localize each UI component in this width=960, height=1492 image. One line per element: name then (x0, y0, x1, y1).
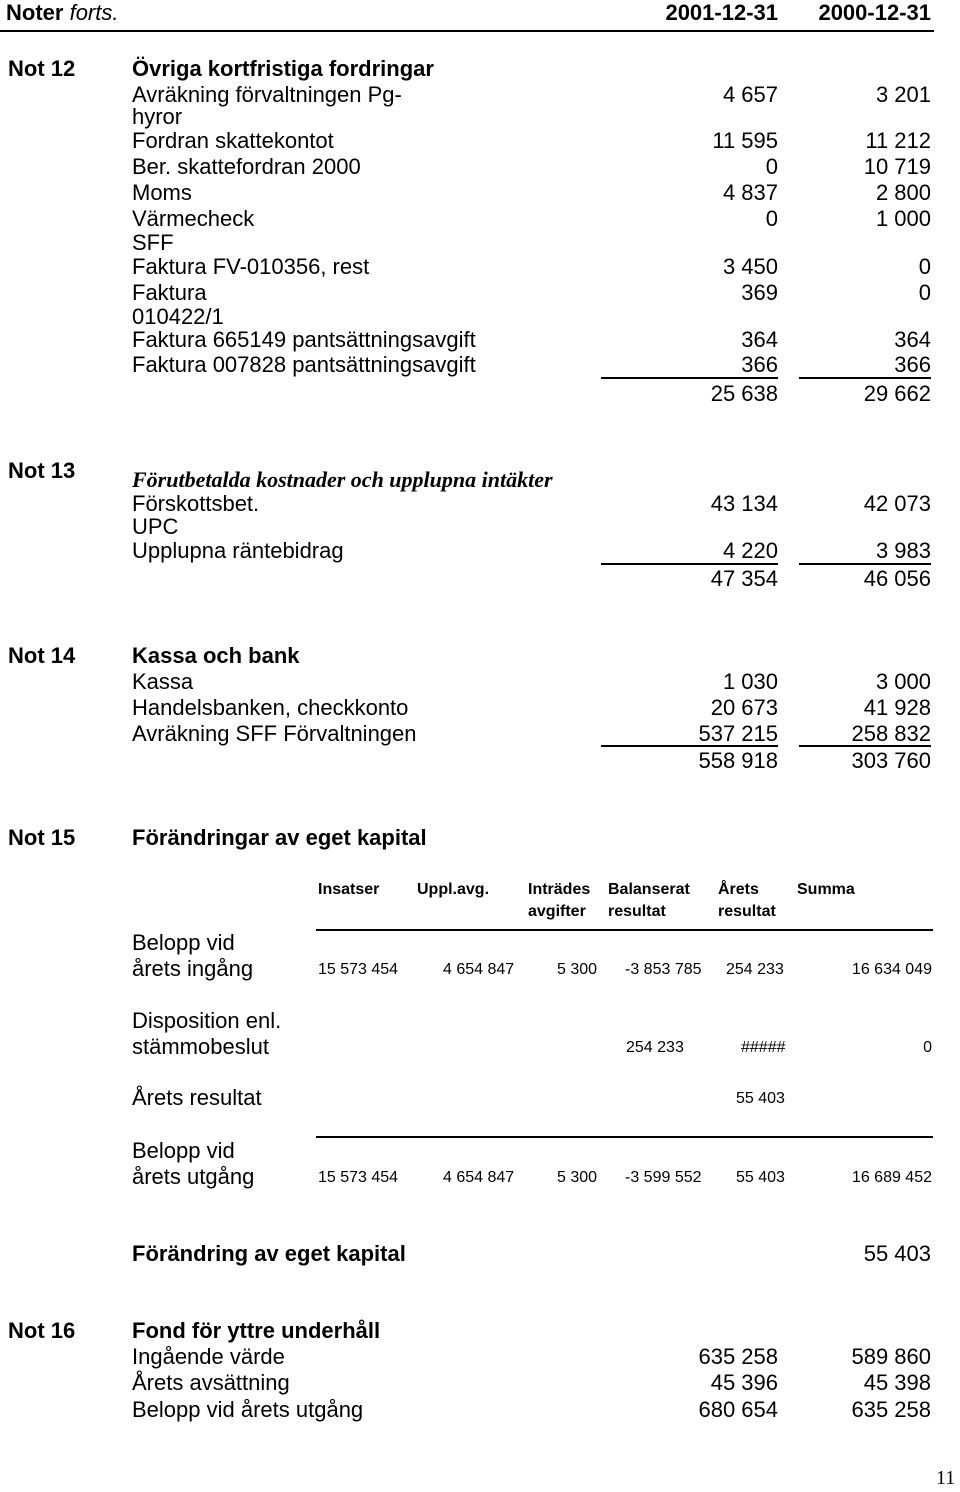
not15-col-header: Balanserat (608, 881, 690, 898)
not14-row-value2: 258 832 (851, 721, 931, 746)
not12-label: Not 12 (8, 56, 76, 81)
not15-header-rule (316, 929, 933, 931)
not15-cell: -3 599 552 (625, 1169, 702, 1186)
not15-col-header: Uppl.avg. (417, 881, 490, 898)
not15-col-header: Inträdes (528, 881, 591, 898)
not13-label: Not 13 (8, 458, 76, 483)
not14-row-value2: 41 928 (863, 695, 931, 720)
header-col2: 2000-12-31 (818, 0, 931, 25)
not13-row-value1: 4 220 (722, 538, 778, 563)
header-rule (0, 30, 934, 32)
not15-row-name: Årets resultat (132, 1085, 262, 1110)
not16-row-value2: 589 860 (851, 1344, 931, 1369)
not15-col-header-line2: resultat (718, 903, 776, 920)
header-title-suffix: forts. (69, 0, 119, 25)
not15-row-name2: stämmobeslut (132, 1034, 269, 1059)
not15-col-header: Summa (797, 881, 855, 898)
not12-row-value2: 10 719 (863, 154, 931, 179)
not12-row-name2: SFF (132, 230, 174, 255)
not15-cell: 15 573 454 (318, 961, 399, 978)
not14-row-value1: 1 030 (722, 669, 778, 694)
not14-row-value1: 20 673 (710, 695, 778, 720)
not12-row-name2: 010422/1 (132, 304, 224, 329)
page-header (6, 0, 118, 26)
not15-cell: 254 233 (626, 1039, 684, 1056)
not16-label: Not 16 (8, 1318, 76, 1343)
not13-row-name2: UPC (132, 514, 179, 539)
not12-row-value1: 4 657 (722, 82, 778, 107)
not15-col-header-line2: avgifter (528, 903, 586, 920)
not12-row-value1: 4 837 (722, 180, 778, 205)
not15-cell: 4 654 847 (443, 1169, 515, 1186)
not15-row-name: Belopp vid (132, 930, 235, 955)
not16-row-name: Ingående värde (132, 1344, 285, 1369)
not15-row-name2: årets utgång (132, 1164, 255, 1189)
not15-sum-rule (316, 1136, 933, 1138)
not15-cell: -3 853 785 (625, 961, 702, 978)
not13-row-name: Upplupna räntebidrag (132, 538, 344, 563)
not16-row-value2: 635 258 (851, 1397, 931, 1422)
not12-row-value1: 0 (765, 206, 778, 231)
not15-col-header: Årets (718, 881, 759, 898)
not14-row-name: Handelsbanken, checkkonto (132, 695, 409, 720)
not12-row-value2: 3 201 (875, 82, 931, 107)
not14-total-2: 303 760 (851, 748, 931, 773)
not13-row-value2: 42 073 (863, 491, 931, 516)
not15-cell: 16 689 452 (851, 1169, 932, 1186)
not15-label: Not 15 (8, 825, 76, 850)
not16-row-value2: 45 398 (863, 1370, 931, 1395)
not12-row-name: Faktura FV-010356, rest (132, 254, 370, 279)
not16-row-value1: 680 654 (698, 1397, 778, 1422)
not12-row-name: Ber. skattefordran 2000 (132, 154, 361, 179)
not12-row-value1: 369 (741, 280, 778, 305)
not12-row-value2: 364 (894, 327, 931, 352)
not12-row-name: Faktura 665149 pantsättningsavgift (132, 327, 476, 352)
not15-cell: 0 (923, 1039, 932, 1056)
not12-row-value2: 366 (894, 352, 931, 377)
not15-col-header: Insatser (318, 881, 380, 898)
not13-heading: Förutbetalda kostnader och upplupna intäkter (132, 467, 553, 492)
not12-row-value2: 0 (918, 280, 931, 305)
not16-row-name: Belopp vid årets utgång (132, 1397, 364, 1422)
not15-cell: 16 634 049 (851, 961, 932, 978)
not15-row-name: Belopp vid (132, 1138, 235, 1163)
not13-total-2: 46 056 (863, 566, 931, 591)
not12-row-value2: 0 (918, 254, 931, 279)
not12-row-value2: 2 800 (875, 180, 931, 205)
not12-row-value1: 0 (765, 154, 778, 179)
not14-sum-rule-1 (601, 745, 778, 747)
not12-row-value2: 11 212 (865, 128, 931, 153)
not15-cell: 4 654 847 (443, 961, 515, 978)
not16-row-name: Årets avsättning (132, 1370, 290, 1395)
not12-sum-rule-2 (799, 377, 931, 379)
not15-col-header-line2: resultat (608, 903, 666, 920)
not15-row-name: Disposition enl. (132, 1008, 282, 1033)
not15-cell: ##### (741, 1039, 786, 1056)
not12-row-name: Faktura (132, 280, 207, 305)
not14-row-value2: 3 000 (875, 669, 931, 694)
not13-row-name: Förskottsbet. (132, 491, 260, 516)
not13-sum-rule-2 (799, 563, 931, 565)
not12-row-name: Faktura 007828 pantsättningsavgift (132, 352, 476, 377)
not14-heading: Kassa och bank (132, 643, 300, 668)
not14-row-name: Kassa (132, 669, 194, 694)
not15-cell: 254 233 (726, 961, 784, 978)
not12-row-name: Avräkning förvaltningen Pg- (132, 82, 402, 107)
not15-heading: Förändringar av eget kapital (132, 825, 427, 850)
not15-cell: 5 300 (557, 1169, 598, 1186)
header-title: Noter (6, 0, 64, 25)
not12-total-1: 25 638 (710, 381, 778, 406)
not15-row-name2: årets ingång (132, 956, 254, 981)
not12-total-2: 29 662 (863, 381, 931, 406)
not12-heading: Övriga kortfristiga fordringar (132, 56, 434, 81)
not16-heading: Fond för yttre underhåll (132, 1318, 381, 1343)
not14-total-1: 558 918 (698, 748, 778, 773)
not12-row-name2: hyror (132, 104, 183, 129)
not13-sum-rule-1 (601, 563, 778, 565)
not12-row-value1: 11 595 (712, 128, 778, 153)
not15-cell: 55 403 (736, 1090, 785, 1107)
not15-cell: 15 573 454 (318, 1169, 399, 1186)
not12-sum-rule-1 (601, 377, 778, 379)
not12-row-name: Fordran skattekontot (132, 128, 334, 153)
not14-row-value1: 537 215 (698, 721, 778, 746)
not15-change-value: 55 403 (863, 1241, 931, 1266)
not13-total-1: 47 354 (710, 566, 778, 591)
not12-row-value1: 366 (741, 352, 778, 377)
not16-row-value1: 45 396 (710, 1370, 778, 1395)
not12-row-value1: 364 (741, 327, 778, 352)
not15-cell: 5 300 (557, 961, 598, 978)
not14-row-name: Avräkning SFF Förvaltningen (132, 721, 417, 746)
not13-row-value2: 3 983 (875, 538, 931, 563)
not12-row-name: Värmecheck (132, 206, 255, 231)
not12-row-value1: 3 450 (722, 254, 778, 279)
not16-row-value1: 635 258 (698, 1344, 778, 1369)
not12-row-name: Moms (132, 180, 192, 205)
not12-row-value2: 1 000 (875, 206, 931, 231)
header-col1: 2001-12-31 (665, 0, 778, 25)
not15-change-label: Förändring av eget kapital (132, 1241, 406, 1266)
not14-label: Not 14 (8, 643, 76, 668)
page-number: 11 (936, 1467, 956, 1489)
not14-sum-rule-2 (799, 745, 931, 747)
not15-cell: 55 403 (736, 1169, 785, 1186)
not13-row-value1: 43 134 (710, 491, 778, 516)
